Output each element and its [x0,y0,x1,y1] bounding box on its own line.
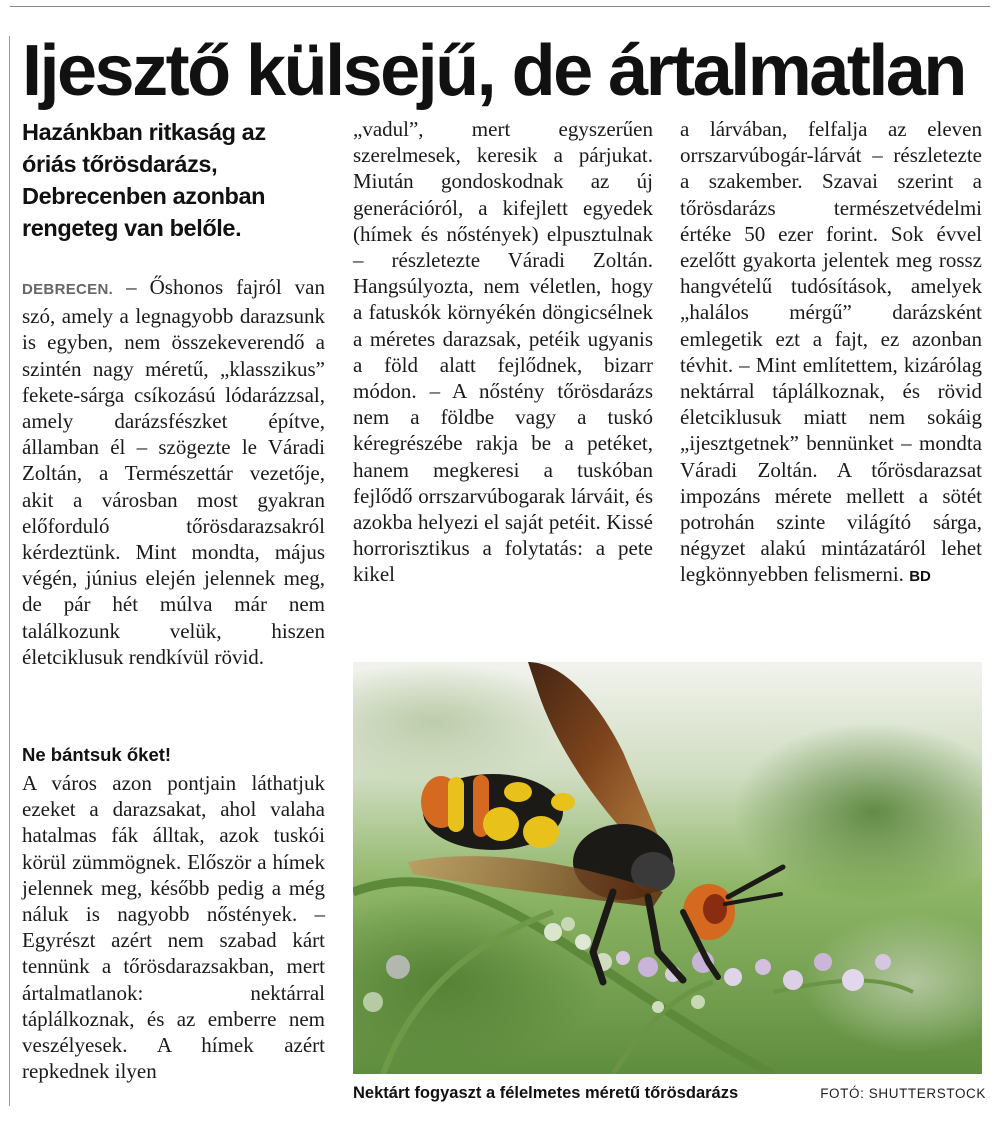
dateline: DEBRECEN. [22,281,114,298]
article-column-1-continued [22,770,325,1084]
body-text-part-2: A város azon pontjain láthatjuk ezeket a darazsakat, ahol valaha hatalmas fák álltak, azok tuskói körül zümmögnek. Először a hímek jelennek meg, később pedig a még náluk is nagyobb nőstények. – Egyrészt azért nem szabad kárt tennünk a tőrösdarazsakban, mert ártalmatlanok: nektárral táplálkoznak, és az emberre nem veszélyesek. A hímek azért repkednek ilyen [22,771,325,1084]
body-text-part-4: a lárvában, felfalja az eleven orrszarvúbogár-lárvát – részletezte a szakember. Szavai szerint a tőrösdarázs természetvédelmi értéke 50 ezer forint. Sok évvel ezelőtt gyakorta jelentek meg rossz hangvételű tudósítások, amelyek „halálos mérgű” darázsként emlegetik ezt a fajt, ez azonban tévhit. – Mint említettem, kizárólag nektárral táplálkoznak, és rövid életciklusuk miatt nem sokáig „ijesztgetnek” bennünket – mondta Váradi Zoltán. A tőrösdarazsat impozáns mérete mellett a sötét potrohán szinte világító sárga, négyzet alakú mintázatáról lehet legkönnyebben felismerni. [680,117,982,587]
giant-dagger-wasp-illustration [353,662,982,1074]
photo-credit: FOTÓ: SHUTTERSTOCK [820,1086,986,1101]
article-paragraph-4 [680,116,982,591]
left-column-rule [9,36,10,1106]
body-text-part-3: „vadul”, mert egyszerűen szerelmesek, keresik a párjukat. Miután gondoskodnak az új generációról, a kifejlett egyedek (hímek és nőstények) elpusztulnak – részletezte Váradi Zoltán. Hangsúlyozta, nem véletlen, hogy a fatuskók környékén döngicsélnek a méretes darazsak, petéik ugyanis a föld alatt fejlődnek, bizarr módon. – A nőstény tőrösdarázs nem a földbe vagy a tuskó kéregrészébe rakja be a petéket, hanem megkeresi a tuskóban fejlődő orrszarvúbogarak lárváit, és azokba helyezi el saját petéit. Kissé horrorisztikus a folytatás: a pete kikel [353,117,653,587]
crosshead: Ne bántsuk őket! [22,744,172,765]
author-signature: BD [909,568,931,586]
photo-caption: Nektárt fogyaszt a félelmetes méretű tőrösdarázs [353,1084,739,1102]
article-paragraph-1 [22,274,325,670]
wasp-photo [353,662,982,1074]
body-text-part-1: – Őshonos fajról van szó, amely a legnagyobb darazsunk is egyben, nem összekeverendő a szintén nagy méretű, „klasszikus” fekete-sárga csíkozású lódarázzsal, amely darázsfészket építve, államban él – szögezte le Váradi Zoltán, a Természettár vezetője, akit a városban most gyakran előforduló tőrösdarazsakról kérdeztünk. Mint mondta, május végén, június elején jelennek meg, de pár hét múlva már nem találkozunk velük, hiszen életciklusuk rendkívül rövid. [22,275,326,669]
headline: Ijesztő külsejű, de ártalmatlan [22,31,965,111]
article-column-3 [680,116,982,591]
article-column-2 [353,116,653,588]
article-column-1 [22,274,325,670]
subheadline: Hazánkban ritkaság az óriás tőrösdarázs, Debrecenben azonban rengeteg van belőle. [22,119,266,241]
top-rule [10,6,990,7]
